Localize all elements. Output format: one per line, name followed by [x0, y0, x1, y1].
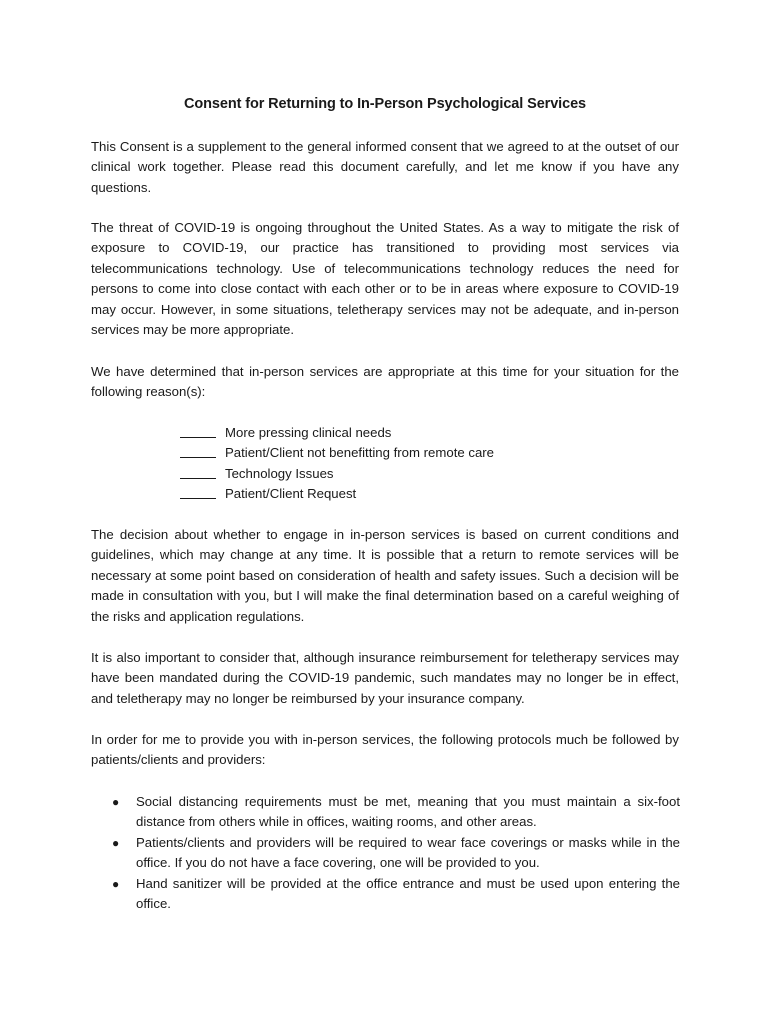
- protocol-text: Hand sanitizer will be provided at the office entrance and must be used upon entering the office.: [136, 875, 680, 912]
- protocol-text: Patients/clients and providers will be required to wear face coverings or masks while in the office. If you do not have a face covering, one will be provided to you.: [136, 834, 680, 871]
- protocol-item: [112, 792, 680, 833]
- reason-item: [180, 464, 494, 484]
- reason-blank-line[interactable]: [180, 424, 216, 438]
- bullet-icon: ●: [112, 835, 120, 850]
- insurance-paragraph: It is also important to consider that, although insurance reimbursement for teletherapy services may have been mandated during the COVID-19 pandemic, such mandates may no longer be in effect, and teletherapy may no longer be reimbursed by your insurance company.: [91, 650, 679, 706]
- reason-blank-line[interactable]: [180, 465, 216, 479]
- reason-item: [180, 443, 494, 463]
- protocol-item: [112, 833, 680, 874]
- intro-paragraph: This Consent is a supplement to the general informed consent that we agreed to at the outset of our clinical work together. Please read this document carefully, and let me know if you have any questions.: [91, 139, 679, 195]
- reason-label: Patient/Client not benefitting from remote care: [225, 445, 495, 461]
- bullet-icon: ●: [112, 876, 120, 891]
- protocols-intro-paragraph: In order for me to provide you with in-person services, the following protocols much be followed by patients/clients and providers:: [91, 732, 679, 768]
- bullet-icon: ●: [112, 795, 120, 809]
- reason-label: More pressing clinical needs: [225, 425, 392, 440]
- document-title: Consent for Returning to In-Person Psychological Services: [184, 96, 586, 112]
- reason-item: [180, 484, 494, 504]
- covid-paragraph: The threat of COVID-19 is ongoing throughout the United States. As a way to mitigate the risk of exposure to COVID-19, our practice has transitioned to providing most services via telecommunications technology. Use of telecommunications technology reduces the need for persons to come into close contact with each other or to be in areas where exposure to COVID-19 may occur. However, in some situations, teletherapy services may not be adequate, and in-person services may be more appropriate.: [91, 220, 679, 338]
- reason-blank-line[interactable]: [180, 444, 216, 458]
- determination-paragraph: We have determined that in-person services are appropriate at this time for your situation for the following reason(s):: [91, 364, 679, 400]
- reason-label: Technology Issues: [225, 465, 334, 481]
- protocols-list: [112, 792, 680, 914]
- protocol-item: [112, 874, 680, 915]
- reason-blank-line[interactable]: [180, 485, 216, 499]
- decision-paragraph: The decision about whether to engage in in-person services is based on current conditions and guidelines, which may change at any time. It is possible that a return to remote services will be necessary at some point based on consideration of health and safety issues. Such a decision will be made in consultation with you, but I will make the final determination based on a careful weighing of the risks and application regulations.: [91, 527, 679, 624]
- reasons-checklist: [180, 423, 494, 505]
- reason-item: [180, 423, 494, 443]
- protocol-text: Social distancing requirements must be met, meaning that you must maintain a six-foot distance from others while in offices, waiting rooms, and other areas.: [136, 794, 680, 830]
- reason-label: Patient/Client Request: [225, 486, 357, 502]
